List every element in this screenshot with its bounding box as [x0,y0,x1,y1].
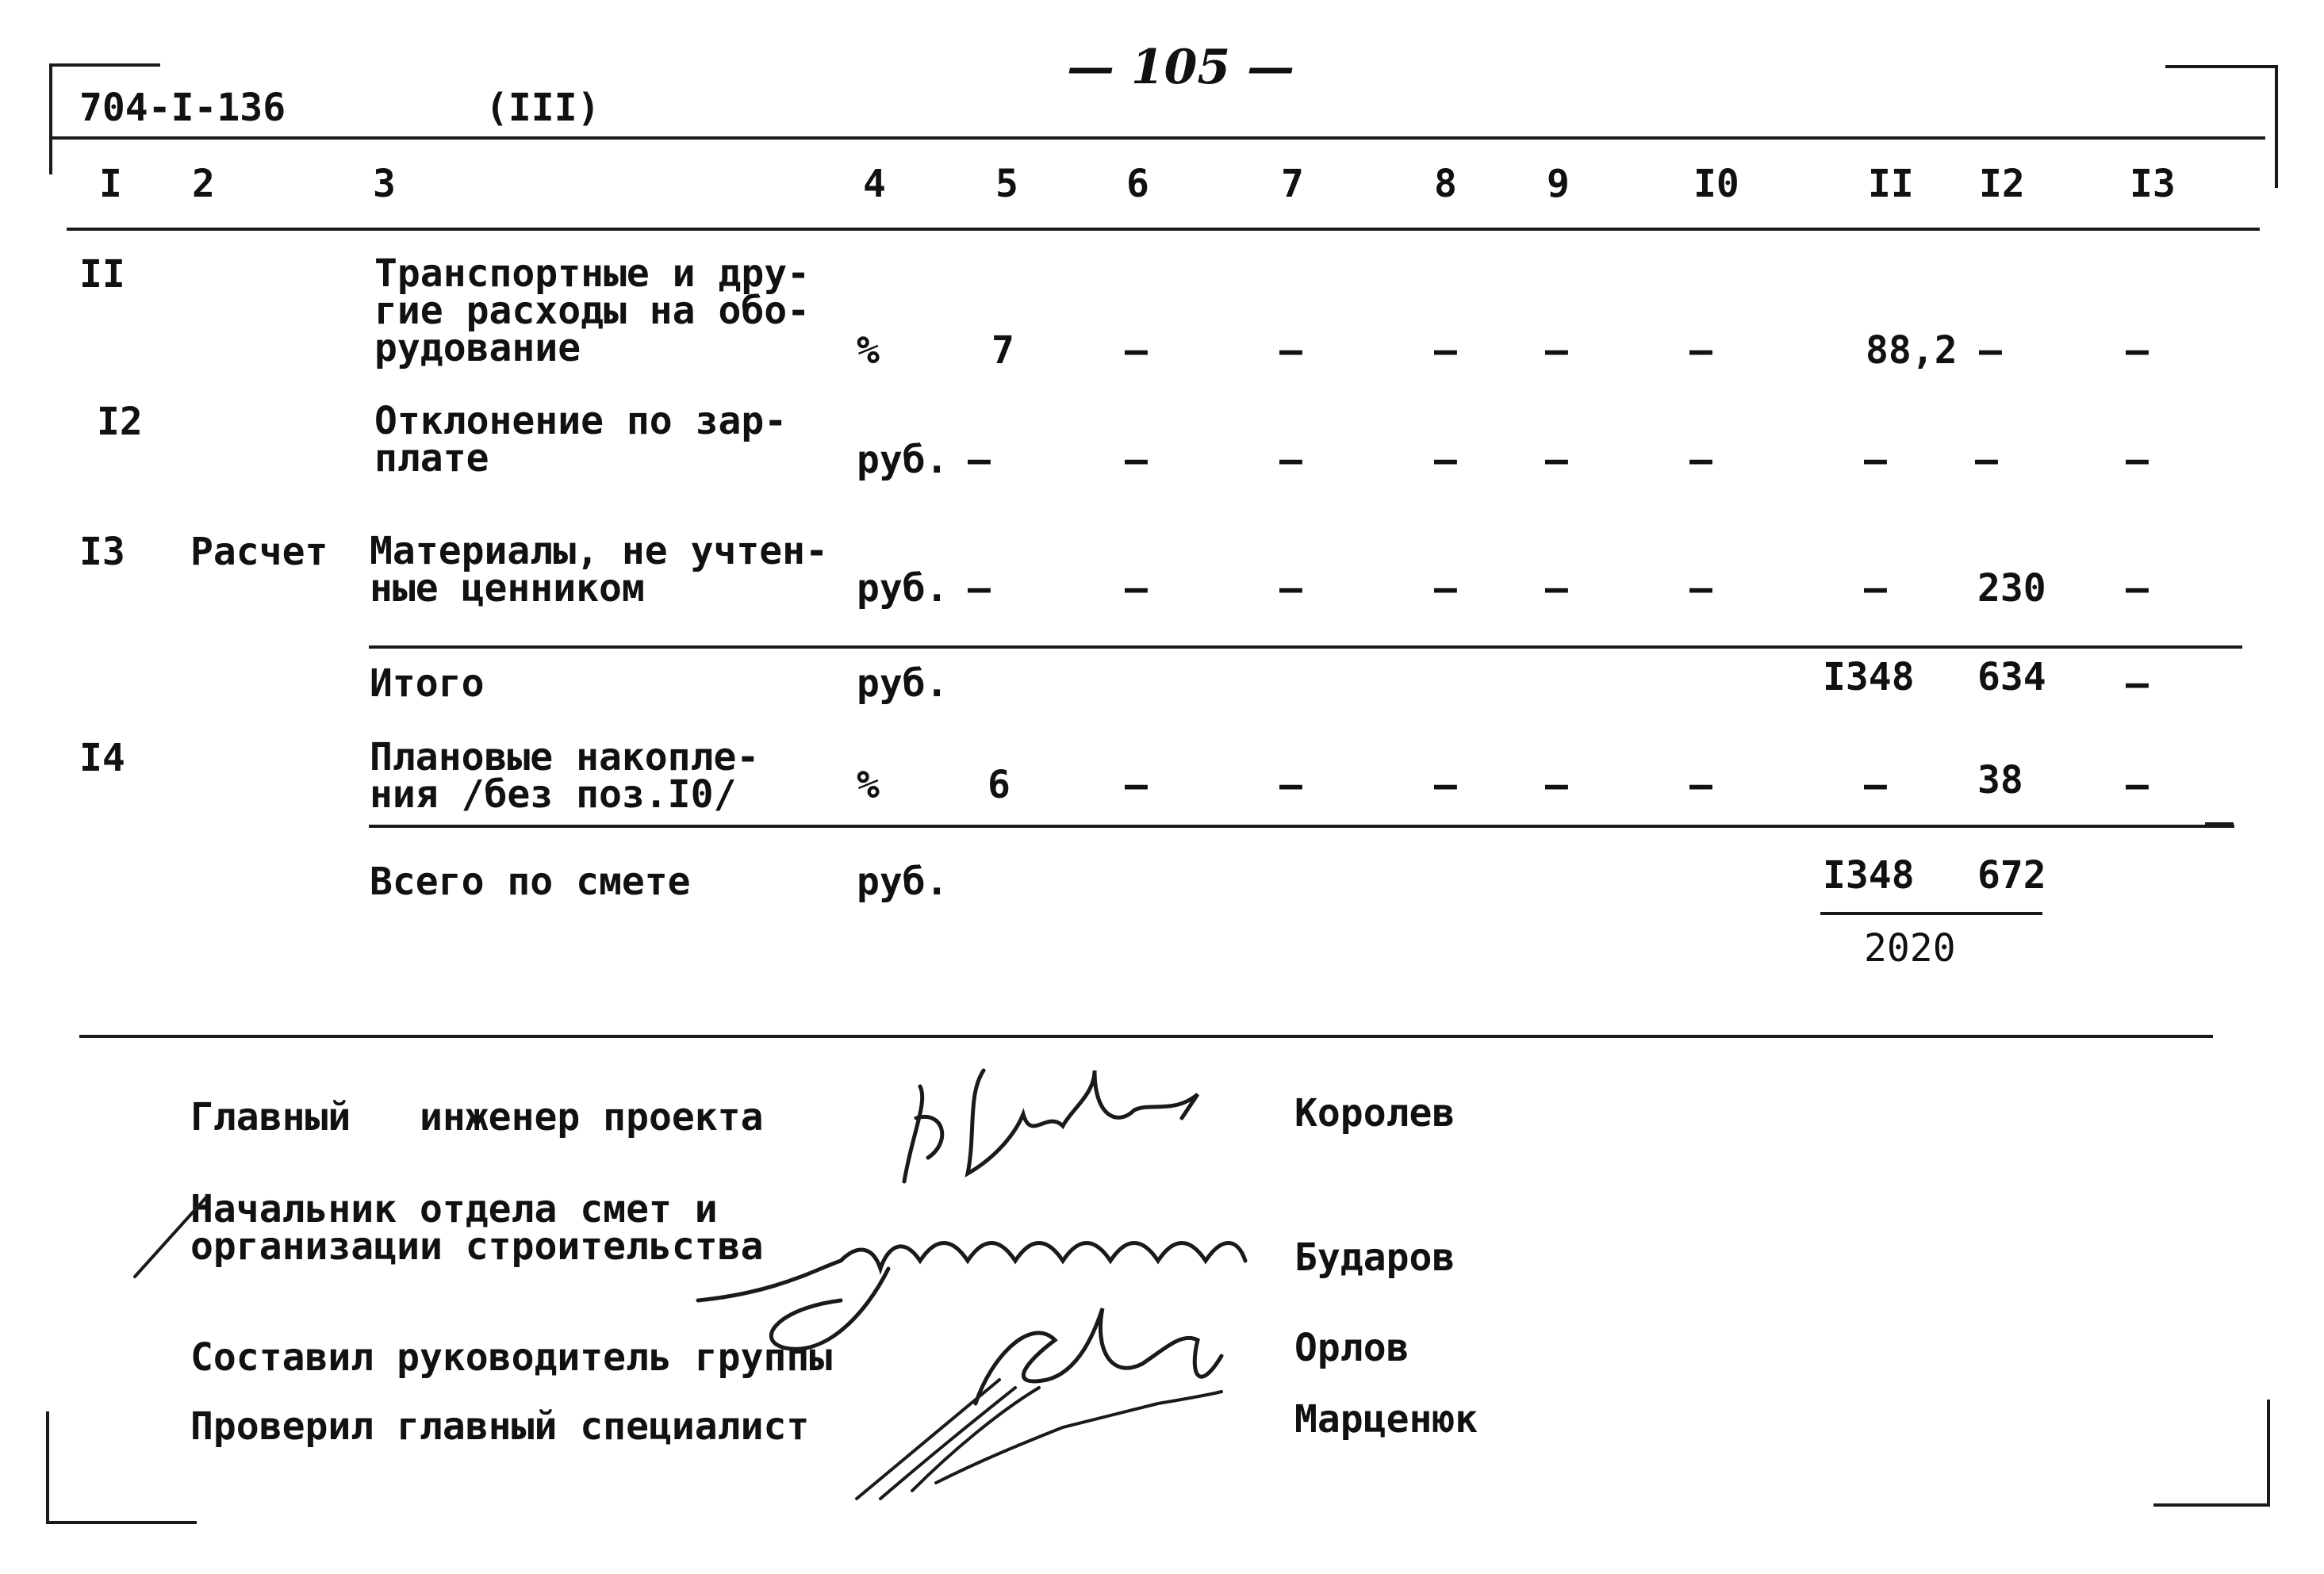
row-unit: руб. [857,566,949,611]
row-name: Всего по смете [370,860,691,904]
cell-13: — [2126,438,2149,482]
column-header-rule [67,228,2260,231]
cell-6: — [1125,328,1148,373]
cell-13: — [2126,566,2149,611]
col-header-9: 9 [1547,162,1570,206]
row-unit: % [857,328,880,373]
row-number: II [79,252,125,297]
cell-9: — [1545,763,1568,807]
col-header-12: I2 [1979,162,2025,206]
cell-5: 6 [988,763,1011,807]
total-rule [369,825,2234,828]
cell-5: — [968,438,991,482]
signer-name: Бударов [1294,1235,1455,1280]
row-name: Плановые накопле- ния /без поз.I0/ [370,735,760,817]
col-header-13: I3 [2130,162,2176,206]
cell-8: — [1434,763,1457,807]
cell-5: — [968,566,991,611]
row-unit: руб. [857,438,949,482]
frame-bottom-right [2153,1503,2270,1507]
frame-right-bottom [2267,1400,2270,1507]
row-unit: руб. [857,661,949,706]
row-name: Отклонение по зар- плате [374,399,788,481]
row-basis: Расчет [190,530,328,574]
row-number: I2 [97,400,143,444]
cell-7: — [1279,566,1302,611]
cell-13: — [2126,763,2149,807]
header-rule [52,136,2265,140]
frame-top-right [2165,65,2278,68]
row-unit: руб. [857,860,949,904]
cell-11: — [1864,566,1887,611]
signer-position: Проверил главный специалист [190,1404,810,1449]
row-number: I3 [79,530,125,574]
cell-7: — [1279,438,1302,482]
grand-total: 2020 [1864,926,1956,971]
cell-13: — [2126,328,2149,373]
signer-name: Орлов [1294,1326,1409,1370]
cell-9: — [1545,438,1568,482]
cell-6: — [1125,763,1148,807]
frame-left-top [49,63,52,174]
cell-12: — [1979,328,2002,373]
cell-12: 230 [1977,566,2046,611]
cell-6: — [1125,438,1148,482]
signature-separator [79,1035,2213,1038]
grand-total-rule [1820,912,2042,915]
cell-13: — [2126,661,2149,706]
cell-11: — [1864,763,1887,807]
frame-left-bottom [46,1411,49,1522]
col-header-8: 8 [1434,162,1457,206]
cell-12: 634 [1977,655,2046,699]
signature-marcenuk-image [841,1356,1253,1515]
cell-5: 7 [991,328,1014,373]
col-header-7: 7 [1281,162,1304,206]
margin-stroke-image [119,1189,214,1285]
frame-top-left [49,63,160,67]
col-header-2: 2 [192,162,215,206]
col-header-6: 6 [1126,162,1149,206]
cell-10: — [1689,438,1712,482]
cell-6: — [1125,566,1148,611]
cell-11: I348 [1823,655,1915,699]
page-number: — 105 — [1067,40,1295,95]
cell-12: 38 [1977,758,2023,802]
cell-12: — [1975,438,1998,482]
cell-8: — [1434,438,1457,482]
total-rule-tail [2205,822,2234,825]
signer-name: Королев [1294,1091,1455,1136]
cell-11: — [1864,438,1887,482]
cell-7: — [1279,328,1302,373]
row-name: Материалы, не учтен- ные ценником [370,529,828,611]
signer-position: Начальник отдела смет и организации строительства [190,1187,764,1269]
cell-11: 88,2 [1866,328,1958,373]
cell-8: — [1434,328,1457,373]
cell-8: — [1434,566,1457,611]
frame-right-top [2275,65,2278,188]
row-number: I4 [79,736,125,780]
subtotal-rule [369,645,2242,649]
signer-position: Составил руководитель группы [190,1335,833,1380]
cell-9: — [1545,328,1568,373]
cell-10: — [1689,763,1712,807]
cell-12: 672 [1977,853,2046,898]
col-header-10: I0 [1693,162,1739,206]
row-name: Транспортные и дру- гие расходы на обо- рудование [374,251,811,370]
col-header-5: 5 [995,162,1018,206]
col-header-3: 3 [373,162,396,206]
row-unit: % [857,763,880,807]
doc-code: 704-I-136 [79,86,286,130]
col-header-11: II [1868,162,1914,206]
doc-part: (III) [485,86,600,130]
col-header-1: I [99,162,122,206]
cell-10: — [1689,328,1712,373]
cell-7: — [1279,763,1302,807]
cell-9: — [1545,566,1568,611]
cell-11: I348 [1823,853,1915,898]
signer-position: Главный инженер проекта [190,1095,764,1139]
row-name: Итого [370,661,485,706]
signer-name: Марценюк [1294,1397,1478,1442]
frame-bottom-left [46,1521,197,1524]
col-header-4: 4 [863,162,886,206]
cell-10: — [1689,566,1712,611]
